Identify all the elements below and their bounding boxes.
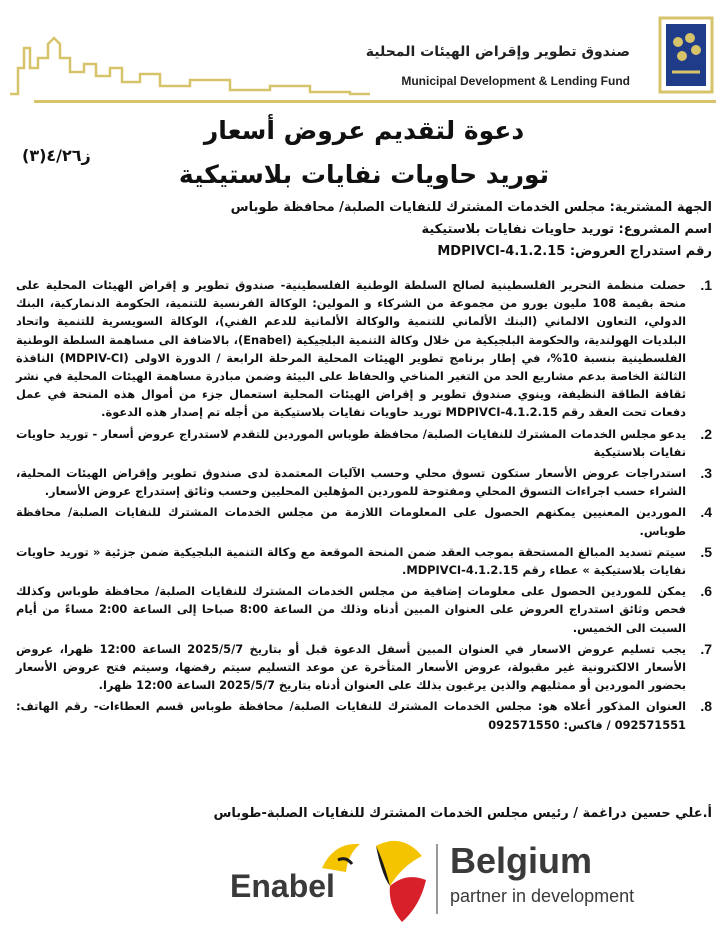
- item-number: 6.: [700, 583, 712, 600]
- reference-number: ز٤/٢٦(٣): [22, 146, 91, 165]
- enabel-logo-text: Enabel: [230, 868, 335, 904]
- item-text: حصلت منظمة التحرير الفلسطينية لصالح السلطة الوطنية الفلسطينية- صندوق تطوير و إقراض الهيئات المحلية على منحة بقيمة 108 مليون يورو من مجموعة من الشركاء و المولين: الوكالة الفرنسية للتنمية، الحكومة الدنماركية، البنك الدولي، التعاون الالماني (البنك الألماني للتنمية والوكالة الألمانية للدعم الفني)، الوكالة السويسرية للتنمية واتحاد البلديات الهولندية، والحكومة البلجيكية من خلال وكالة التنمية البلجيكية (Enabel)، بالاضافة الى مساهمة السلطة الوطنية الفلسطينية بنسبة 10%، في إطار برنامج تطوير الهيئات المحلية المرحلة الرابعة / الدورة الاولى (MDPIV-CI) النافذة الثالثة الخاصة بدعم مشاريع الحد من التغير المناخي والحفاظ على البيئة وضمن مبادرة مساهمة الهيئات المحلية في نشر ثقافة الطاقة النظيفة، وينوي صندوق تطوير و إقراض الهيئات المحلية استعمال جزء من أموال هذه المنحة في عمل دفعات تحت العقد رقم MDPIVCI-4.1.2.15 توريد حاويات نفايات بلاستيكية من أجله تم إصدار هذه الدعوة.: [16, 278, 687, 420]
- item-text: يدعو مجلس الخدمات المشترك للنفايات الصلبة/ محافظة طوباس الموردين للتقدم لاستدراج عروض أسعار - توريد حاويات نفايات بلاستيكية: [16, 426, 686, 459]
- partner-tagline: partner in development: [450, 886, 635, 906]
- list-item: [16, 543, 712, 579]
- item-number: 2.: [700, 425, 712, 442]
- footer-logos: [0, 832, 728, 926]
- list-item: [16, 464, 712, 500]
- list-item: [16, 582, 712, 637]
- item-number: 4.: [700, 504, 712, 521]
- footer-divider: [436, 844, 438, 914]
- item-number: 3.: [700, 465, 712, 482]
- item-text: سيتم تسديد المبالغ المستحقة بموجب العقد ضمن المنحة الموقعة مع وكالة التنمية البلجيكية ضمن جزئية « توريد حاويات نفايات بلاستيكية » عطاء رقم MDPIVCI-4.1.2.15.: [16, 544, 686, 578]
- project-line: اسم المشروع: توريد حاويات نفايات بلاستيكية: [421, 222, 712, 237]
- item-number: 5.: [700, 543, 712, 560]
- list-item: [16, 697, 712, 733]
- item-number: 8.: [700, 698, 712, 715]
- clauses-list: [16, 276, 712, 737]
- fund-name-arabic: صندوق تطوير وإقراض الهيئات المحلية: [365, 44, 630, 60]
- document-header: [0, 0, 728, 112]
- buyer-line: الجهة المشترية: مجلس الخدمات المشترك للنفايات الصلبة/ محافظة طوباس: [230, 200, 712, 215]
- city-skyline-icon: [10, 28, 370, 98]
- rfq-number-line: رقم استدراج العروض: MDPIVCI-4.1.2.15: [437, 244, 712, 259]
- item-number: 1.: [700, 277, 712, 293]
- mdlf-logo-icon: [656, 14, 716, 96]
- belgium-flag-shape-icon: [372, 836, 432, 926]
- list-item: [16, 276, 712, 422]
- signature-line: أ.علي حسين دراغمة / رئيس مجلس الخدمات المشترك للنفايات الصلبة-طوباس: [213, 806, 712, 821]
- list-item: [16, 503, 712, 539]
- item-number: 7.: [700, 640, 712, 657]
- list-item: [16, 640, 712, 695]
- item-text: استدراجات عروض الأسعار ستكون تسوق محلي وحسب الآليات المعتمدة لدى صندوق تطوير وإقراض الهيئات المحلية، الشراء حسب اجراءات التسوق المحلي ومفتوحة للموردين المؤهلين المحليين وحسب وثائق إستدراج عروض الأسعار.: [16, 466, 686, 499]
- item-text: العنوان المذكور أعلاه هو: مجلس الخدمات المشترك للنفايات الصلبة/ محافظة طوباس قسم العطاءات- رقم الهاتف: 092571551 / فاكس: 092571550: [16, 699, 686, 732]
- belgium-logo-text: Belgium: [450, 840, 593, 881]
- page-title: دعوة لتقديم عروض أسعار: [203, 116, 525, 145]
- item-text: يمكن للموردين الحصول على معلومات إضافية من مجلس الخدمات المشترك للنفايات الصلبة/ محافظة طوباس وكذلك فحص وثائق استدراج العروض على العنوان المبين أدناه وذلك من الساعة 8:00 صباحا إلى الساعة 2:00 مساءً من أيام السبت الى الخميس.: [16, 584, 686, 635]
- list-item: [16, 425, 712, 461]
- item-text: يجب تسليم عروض الاسعار في العنوان المبين أسفل الدعوة قبل أو بتاريخ 2025/5/7 الساعة 12:00 ظهرا، عروض الأسعار الالكترونية غير مقبولة، عروض الأسعار المتأخرة عن موعد التسليم سيتم رفضها، وسيتم فتح عروض الأسعار بحضور الموردين أو ممثليهم والذين يرغبون بذلك على العنوان أدناه بتاريخ 2025/5/7 الساعة 12:00 ظهرا.: [16, 641, 687, 693]
- fund-name-english: Municipal Development & Lending Fund: [401, 74, 630, 88]
- header-divider: [34, 100, 716, 103]
- item-text: الموردين المعنيين يمكنهم الحصول على المعلومات اللازمة من مجلس الخدمات المشترك للنفايات الصلبة/ محافظة طوباس.: [16, 505, 686, 538]
- page-subtitle: توريد حاويات نفايات بلاستيكية: [178, 160, 550, 189]
